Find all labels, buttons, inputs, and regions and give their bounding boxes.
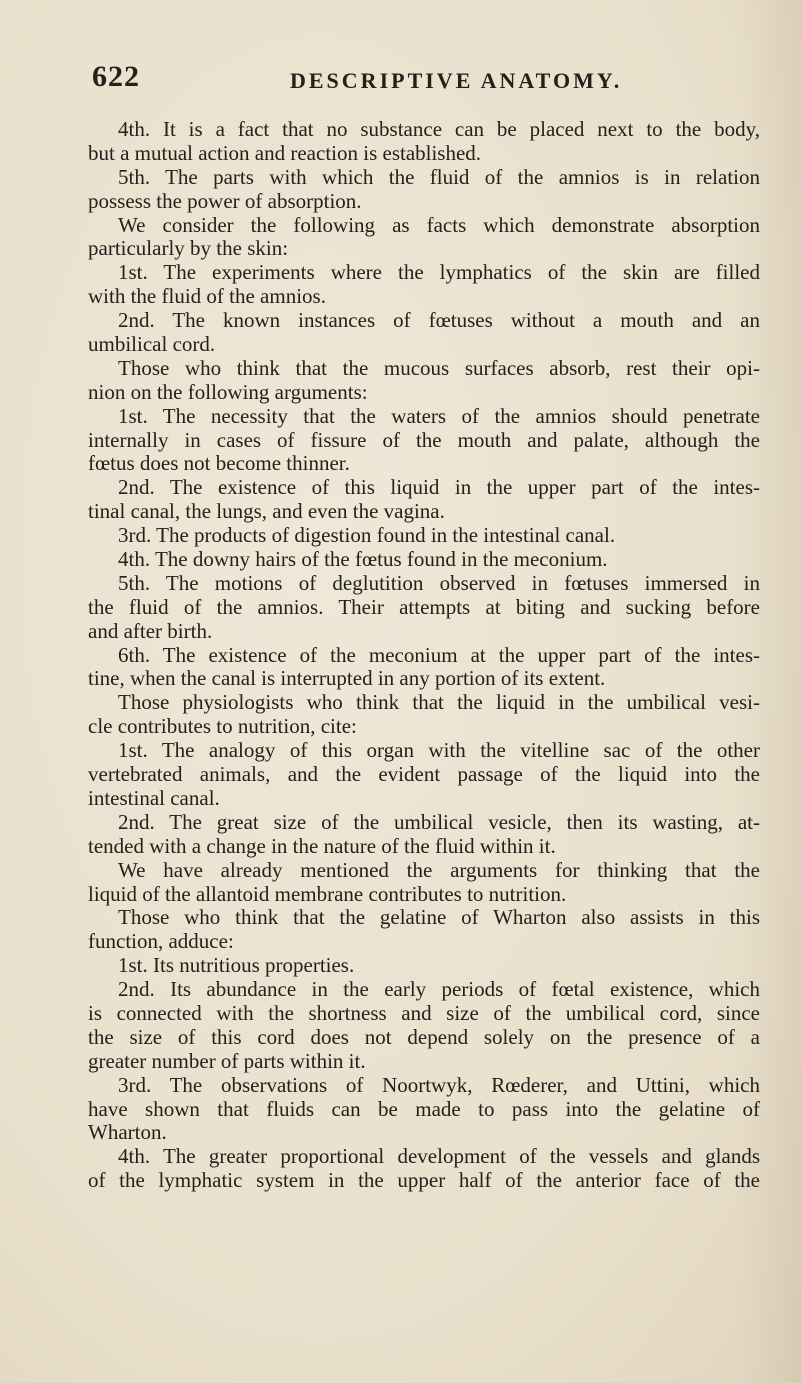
text-line: 1st. The necessity that the waters of the amnios should penetrate xyxy=(118,404,760,428)
text-line: the fluid of the amnios. Their attempts at biting and sucking before xyxy=(88,595,760,619)
text-line: 2nd. Its abundance in the early periods of fœtal existence, which xyxy=(118,978,760,1002)
text-line: 2nd. The existence of this liquid in the upper part of the intes- xyxy=(118,476,760,500)
text-line: 4th. It is a fact that no substance can be placed next to the body, xyxy=(118,118,760,141)
text-line: 1st. Its nutritious properties. xyxy=(118,954,355,978)
text-line: 3rd. The products of digestion found in the intestinal canal. xyxy=(118,524,616,548)
text-line: greater number of parts within it. xyxy=(88,1049,366,1073)
text-line: 5th. The motions of deglutition observed in fœtuses immersed in xyxy=(118,571,760,595)
text-line: fœtus does not become thinner. xyxy=(88,452,350,476)
text-line: nion on the following arguments: xyxy=(88,380,368,404)
text-line: tine, when the canal is interrupted in any portion of its extent. xyxy=(88,667,606,691)
text-line: 6th. The existence of the meconium at the upper part of the intes- xyxy=(118,643,760,667)
text-line: but a mutual action and reaction is established. xyxy=(88,141,482,165)
text-line: is connected with the shortness and size of the umbilical cord, since xyxy=(88,1001,760,1025)
text-line: cle contributes to nutrition, cite: xyxy=(88,715,357,739)
text-line: Those physiologists who think that the liquid in the umbilical vesi- xyxy=(118,691,760,715)
text-line: 5th. The parts with which the fluid of the amnios is in relation xyxy=(118,165,760,189)
text-line: 2nd. The known instances of fœtuses without a mouth and an xyxy=(118,309,760,333)
text-line: 2nd. The great size of the umbilical vesicle, then its wasting, at- xyxy=(118,810,760,834)
text-line: internally in cases of fissure of the mouth and palate, although the xyxy=(88,428,760,452)
text-line: Wharton. xyxy=(88,1121,167,1145)
text-line: and after birth. xyxy=(88,619,213,643)
text-line: possess the power of absorption. xyxy=(88,189,362,213)
text-line: intestinal canal. xyxy=(88,786,220,810)
text-line: particularly by the skin: xyxy=(88,237,289,261)
text-line: Those who think that the gelatine of Wharton also assists in this xyxy=(118,906,760,930)
text-line: 3rd. The observations of Noortwyk, Rœderer, and Uttini, which xyxy=(118,1073,760,1097)
text-line: of the lymphatic system in the upper half of the anterior face of the xyxy=(88,1169,760,1193)
body-text xyxy=(88,118,760,1193)
text-line: 1st. The experiments where the lymphatics of the skin are filled xyxy=(118,261,760,285)
text-line: Those who think that the mucous surfaces absorb, rest their opi- xyxy=(118,356,760,380)
running-head: DESCRIPTIVE ANATOMY. xyxy=(290,68,623,93)
text-line: function, adduce: xyxy=(88,930,234,954)
text-line: vertebrated animals, and the evident passage of the liquid into the xyxy=(88,763,760,787)
text-line: umbilical cord. xyxy=(88,333,216,357)
text-line: the size of this cord does not depend solely on the presence of a xyxy=(88,1025,760,1049)
text-line: 4th. The downy hairs of the fœtus found in the meconium. xyxy=(118,548,608,572)
text-line: liquid of the allantoid membrane contributes to nutrition. xyxy=(88,882,567,906)
page-number: 622 xyxy=(92,60,140,93)
text-line: 4th. The greater proportional development of the vessels and glands xyxy=(118,1145,760,1169)
text-line: We have already mentioned the arguments for thinking that the xyxy=(118,858,760,882)
text-line: with the fluid of the amnios. xyxy=(88,285,326,309)
text-line: tended with a change in the nature of the fluid within it. xyxy=(88,834,556,858)
text-line: We consider the following as facts which demonstrate absorption xyxy=(118,213,760,237)
page-header xyxy=(0,60,801,108)
text-line: have shown that fluids can be made to pass into the gelatine of xyxy=(88,1097,760,1121)
text-line: 1st. The analogy of this organ with the vitelline sac of the other xyxy=(118,739,760,763)
text-line: tinal canal, the lungs, and even the vagina. xyxy=(88,500,445,524)
